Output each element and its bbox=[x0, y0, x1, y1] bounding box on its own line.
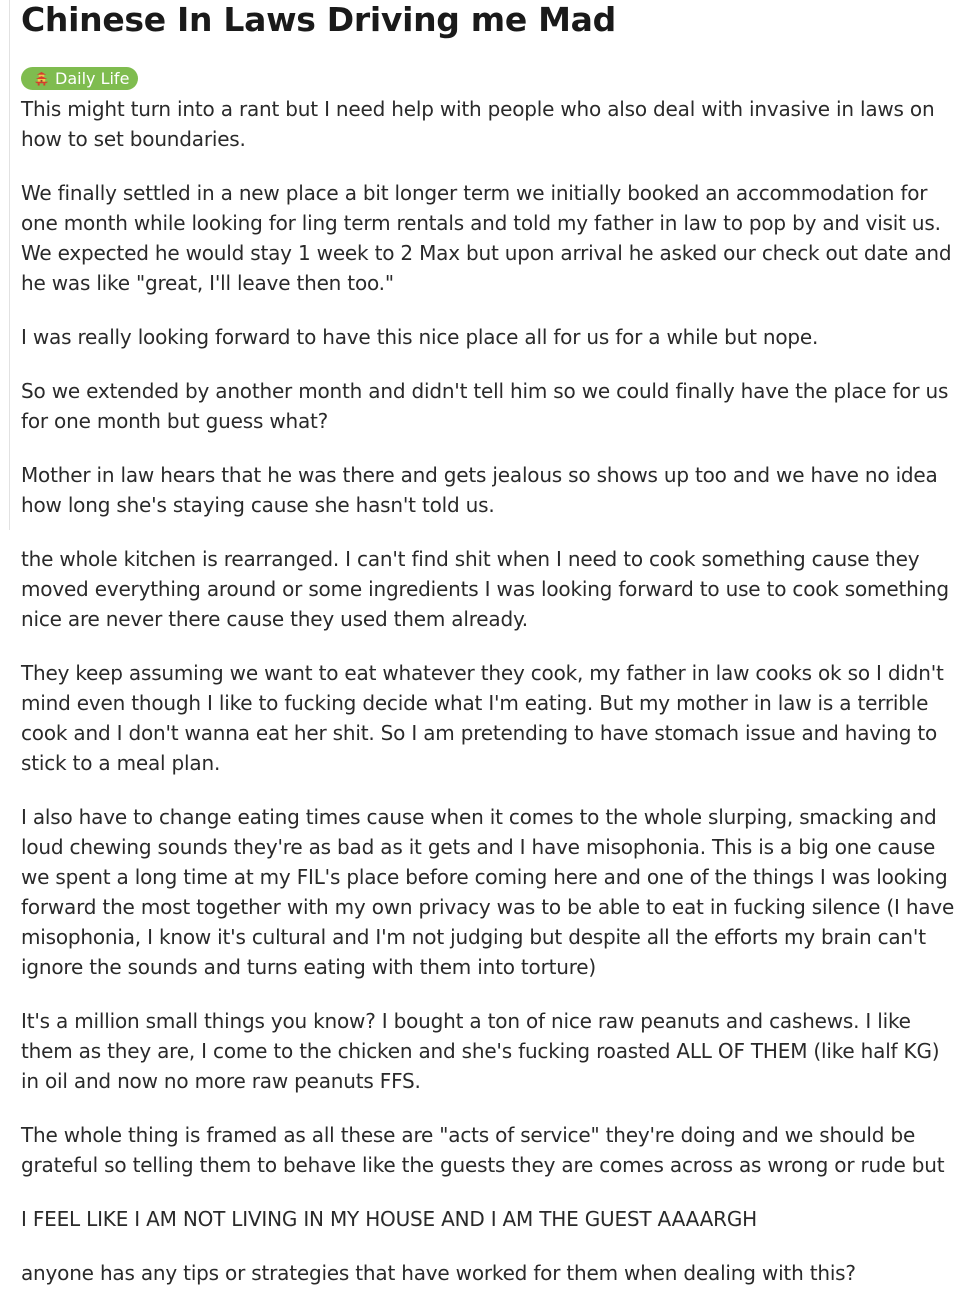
post-paragraph: the whole kitchen is rearranged. I can't find shit when I need to cook something cause they moved everything around or some ingredients I was looking forward to use to cook something nice are never there cause they used them already. bbox=[21, 547, 949, 631]
post-paragraph: So we extended by another month and didn't tell him so we could finally have the place for us for one month but guess what? bbox=[21, 379, 949, 433]
post-paragraph: They keep assuming we want to eat whatever they cook, my father in law cooks ok so I didn't mind even though I like to fucking decide what I'm eating. But my mother in law is a terrible cook and I don't wanna eat her shit. So I am pretending to have stomach issue and having to stick to a meal plan. bbox=[21, 661, 944, 775]
post-paragraph: I FEEL LIKE I AM NOT LIVING IN MY HOUSE AND I AM THE GUEST AAAARGH bbox=[21, 1207, 757, 1231]
post-paragraph: It's a million small things you know? I bought a ton of nice raw peanuts and cashews. I like them as they are, I come to the chicken and she's fucking roasted ALL OF THEM (like half KG) in oil and now no more raw peanuts FFS. bbox=[21, 1009, 940, 1093]
thread-line bbox=[9, 0, 10, 530]
post-paragraph: anyone has any tips or strategies that have worked for them when dealing with this? bbox=[21, 1261, 856, 1285]
post-body bbox=[21, 94, 956, 1288]
post bbox=[21, 0, 956, 1312]
post-flair[interactable] bbox=[21, 67, 138, 90]
post-paragraph: I was really looking forward to have this nice place all for us for a while but nope. bbox=[21, 325, 819, 349]
post-paragraph: The whole thing is framed as all these are "acts of service" they're doing and we should be grateful so telling them to behave like the guests they are comes across as wrong or rude but bbox=[21, 1123, 945, 1177]
pagoda-icon bbox=[34, 71, 49, 86]
post-paragraph: We finally settled in a new place a bit longer term we initially booked an accommodation for one month while looking for ling term rentals and told my father in law to pop by and visit us. We expected he would stay 1 week to 2 Max but upon arrival he asked our check out date and he was like "great, I'll leave then too." bbox=[21, 181, 952, 295]
post-title: Chinese In Laws Driving me Mad bbox=[21, 0, 616, 39]
post-paragraph: This might turn into a rant but I need help with people who also deal with invasive in laws on how to set boundaries. bbox=[21, 97, 935, 151]
flair-label: Daily Life bbox=[55, 69, 130, 88]
post-paragraph: Mother in law hears that he was there and gets jealous so shows up too and we have no idea how long she's staying cause she hasn't told us. bbox=[21, 463, 938, 517]
post-paragraph: I also have to change eating times cause when it comes to the whole slurping, smacking and loud chewing sounds they're as bad as it gets and I have misophonia. This is a big one cause we spent a long time at my FIL's place before coming here and one of the things I was looking forward the most together with my own privacy was to be able to eat in fucking silence (I have misophonia, I know it's cultural and I'm not judging but despite all the efforts my brain can't ignore the sounds and turns eating with them into torture) bbox=[21, 805, 955, 979]
